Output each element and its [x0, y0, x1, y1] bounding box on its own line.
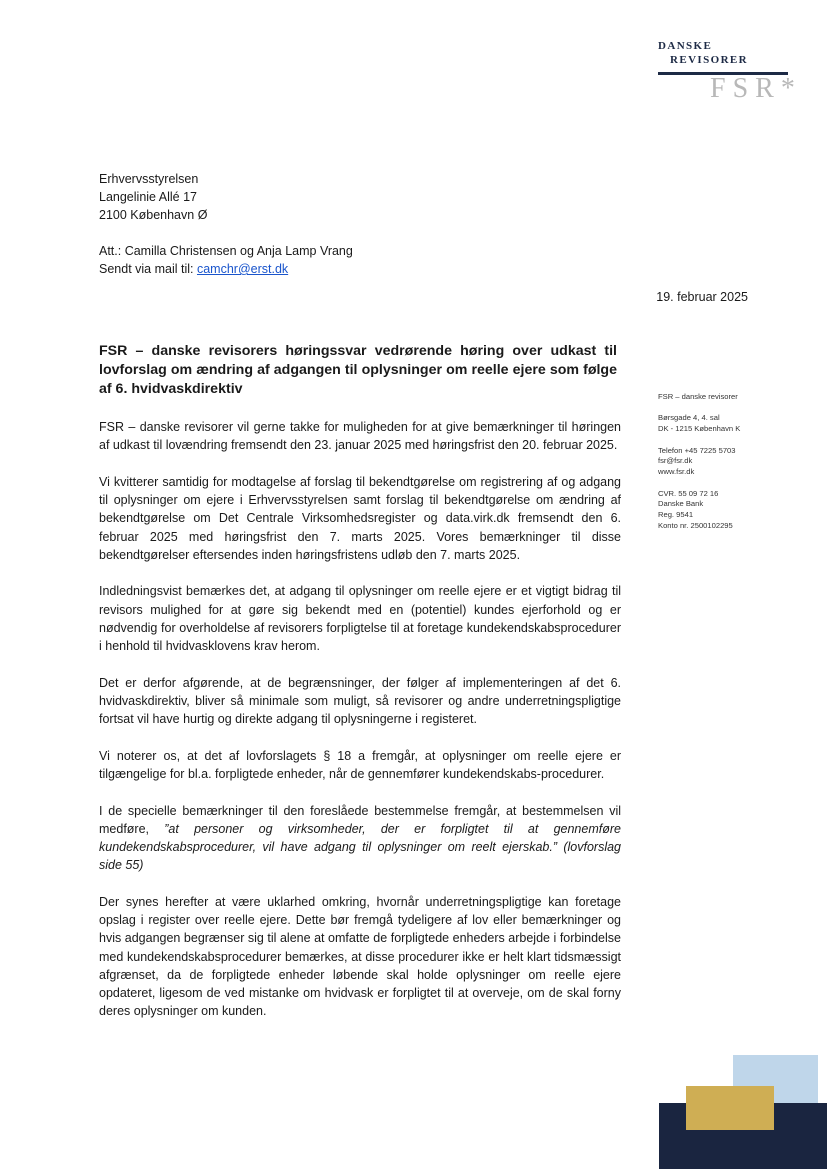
body-paragraph: Det er derfor afgørende, at de begrænsninger, der følger af implementeringen af det 6. hvidvaskdirektiv, bliver så minimale som muligt, så revisorer og andre underretningspligtige fortsat vil have hurtig og direkte adgang til oplysningerne i registeret. [99, 675, 621, 727]
email-link[interactable]: camchr@erst.dk [196, 262, 289, 276]
sender-address-line: Børsgade 4, 4. sal [658, 413, 720, 423]
body-paragraph: FSR – danske revisorer vil gerne takke for muligheden for at give bemærkninger til høringen af udkast til lovændring fremsendt den 23. januar 2025 med høringsfrist den 20. februar 2025. [99, 420, 621, 453]
logo-mark: FSR* [710, 73, 802, 104]
logo-line-danske: DANSKE [658, 40, 713, 52]
body-paragraph: Vi kvitterer samtidig for modtagelse af forslag til bekendtgørelse om registrering af og adgang til oplysninger om ejere i Erhvervsstyrelsen samt forslag til bekendtgørelse om ændring af bekendtgørelse om Det Centrale Virksomhedsregister og data.virk.dk fremsendt den 6. februar 2025 med høringsfrist den 7. marts 2025. Vores bemærkninger til disse bekendtgørelser eftersendes inden høringsfristens udløb den 7. marts 2025. [99, 474, 621, 562]
logo-line-revisorer: REVISORER [670, 54, 749, 66]
quote-intro: I de specielle bemærkninger til den foreslåede bestemmelse fremgår, at bestemmelsen vil medføre, [99, 803, 621, 836]
sender-address [658, 413, 740, 435]
sender-account: Konto nr. 2500102295 [658, 520, 733, 530]
sender-cvr: CVR. 55 09 72 16 [658, 488, 719, 498]
recipient-line: Erhvervsstyrelsen [99, 172, 199, 186]
attention-block [99, 242, 353, 278]
letter-date: 19. februar 2025 [656, 290, 748, 304]
body-paragraph-quote [99, 802, 621, 875]
sender-website: www.fsr.dk [658, 467, 695, 477]
decor-gold-block [686, 1086, 774, 1130]
sender-sidebar [658, 392, 740, 542]
sender-phone: Telefon +45 7225 5703 [658, 445, 736, 455]
body-paragraph: Vi noterer os, at det af lovforslagets § 18 a fremgår, at oplysninger om reelle ejere er tilgængelige for bl.a. forpligtede enheder, når de gennemfører kundekendskabs-procedurer. [99, 748, 621, 782]
sender-bank [658, 489, 740, 532]
letter-body [99, 418, 621, 1039]
sender-contact [658, 446, 740, 478]
sender-address-line: DK - 1215 København K [658, 424, 741, 434]
sent-via-line [99, 260, 353, 278]
letter-title: FSR – danske revisorers høringssvar vedrørende høring over udkast til lovforslag om ændring af adgangen til oplysninger om reelle ejere som følge af 6. hvidvaskdirektiv [99, 343, 617, 397]
recipient-line: 2100 København Ø [99, 208, 208, 222]
sender-name: FSR – danske revisorer [658, 392, 738, 401]
body-paragraph: Der synes herefter at være uklarhed omkring, hvornår underretningspligtige kan foretage opslag i register over reelle ejere. Dette bør fremgå tydeligere af lov eller bemærkninger og hvis adgangen begrænser sig til alene at omfatte de forpligtede enheders arbejde i forbindelse med kundekendskabsprocedurer bemærkes, at disse procedurer ikke er helt klart tidsmæssigt afgrænset, da de forpligtede enheder løbende skal holde oplysninger om reelle ejere opdateret, ligesom de ved mistanke om hvidvask er forpligtet til at overveje, om de skal forny deres oplysninger om kunden. [99, 895, 621, 1019]
sender-email: fsr@fsr.dk [658, 456, 693, 466]
recipient-line: Langelinie Allé 17 [99, 190, 197, 204]
sender-bank-name: Danske Bank [658, 499, 704, 509]
attention-line: Att.: Camilla Christensen og Anja Lamp Vrang [99, 244, 353, 258]
quote-text: ”at personer og virksomheder, der er forpligtet til at gennemføre kundekendskabsprocedurer, vil have adgang til oplysninger om reelt ejerskab.” (lovforslag side 55) [99, 821, 621, 873]
sent-via-prefix: Sendt via mail til: [99, 262, 197, 276]
body-paragraph: Indledningsvist bemærkes det, at adgang til oplysninger om reelle ejere er et vigtigt bidrag til revisors mulighed for at gøre sig bekendt med en (potentiel) kundes ejerforhold og er nødvendig for overholdelse af revisorers forpligtelse til at foretage kundekendskabsprocedurer i henhold til hvidvasklovens krav herom. [99, 584, 621, 654]
sender-reg: Reg. 9541 [658, 510, 694, 520]
recipient-address [99, 170, 207, 224]
